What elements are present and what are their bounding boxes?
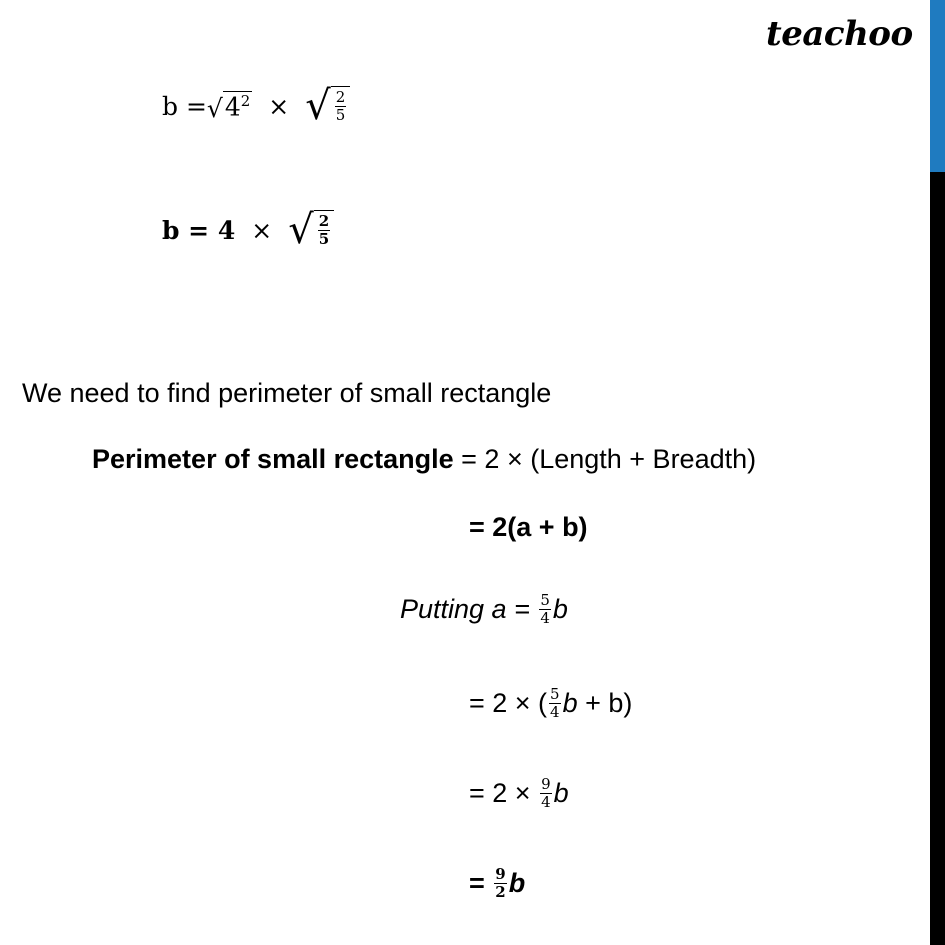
fraction: $\frac{5}{4}$ — [540, 591, 550, 627]
teachoo-logo: teachoo — [766, 14, 913, 54]
step-1: = 2(a + b) — [469, 512, 588, 542]
intro-text: We need to find perimeter of small rectangle — [22, 378, 552, 408]
exponent: 2 — [240, 91, 251, 110]
fraction: $\frac{9}{4}$ — [541, 775, 551, 811]
fraction: $\frac{9}{2}$ — [495, 865, 506, 901]
equation-b-sqrt — [162, 83, 350, 129]
radicand: 4 — [224, 92, 241, 122]
times-sign: × — [268, 91, 290, 121]
radical-icon: √ — [288, 207, 314, 253]
radical-icon: √ — [305, 83, 331, 129]
perimeter-line — [92, 444, 756, 475]
sidebar-accent — [930, 0, 945, 172]
step-2: = 2 × ( $\frac{5}{4}$ b + b) — [469, 685, 633, 721]
equation-b-4 — [162, 207, 334, 253]
step-3: = 2 × $\frac{9}{4}$ b — [469, 775, 569, 811]
radical-icon: √ — [206, 94, 223, 124]
eq1-lhs: b = — [162, 91, 207, 121]
fraction: $\frac{5}{4}$ — [550, 685, 560, 721]
right-sidebar — [930, 0, 945, 945]
sqrt-4-squared — [206, 91, 252, 124]
perimeter-label: Perimeter of small rectangle — [92, 444, 454, 474]
eq2-lhs: b = 4 — [162, 215, 236, 245]
putting-line: Putting a = $\frac{5}{4}$ b — [400, 591, 568, 627]
fraction: $\frac{2}{5}$ — [318, 212, 330, 248]
fraction: $\frac{2}{5}$ — [335, 88, 346, 124]
perimeter-formula: = 2 × (Length + Breadth) — [453, 444, 757, 474]
sqrt-fraction — [288, 207, 334, 253]
step-4: = $\frac{9}{2}$ b — [469, 865, 526, 901]
sqrt-fraction — [305, 83, 350, 129]
times-sign: × — [251, 215, 273, 245]
